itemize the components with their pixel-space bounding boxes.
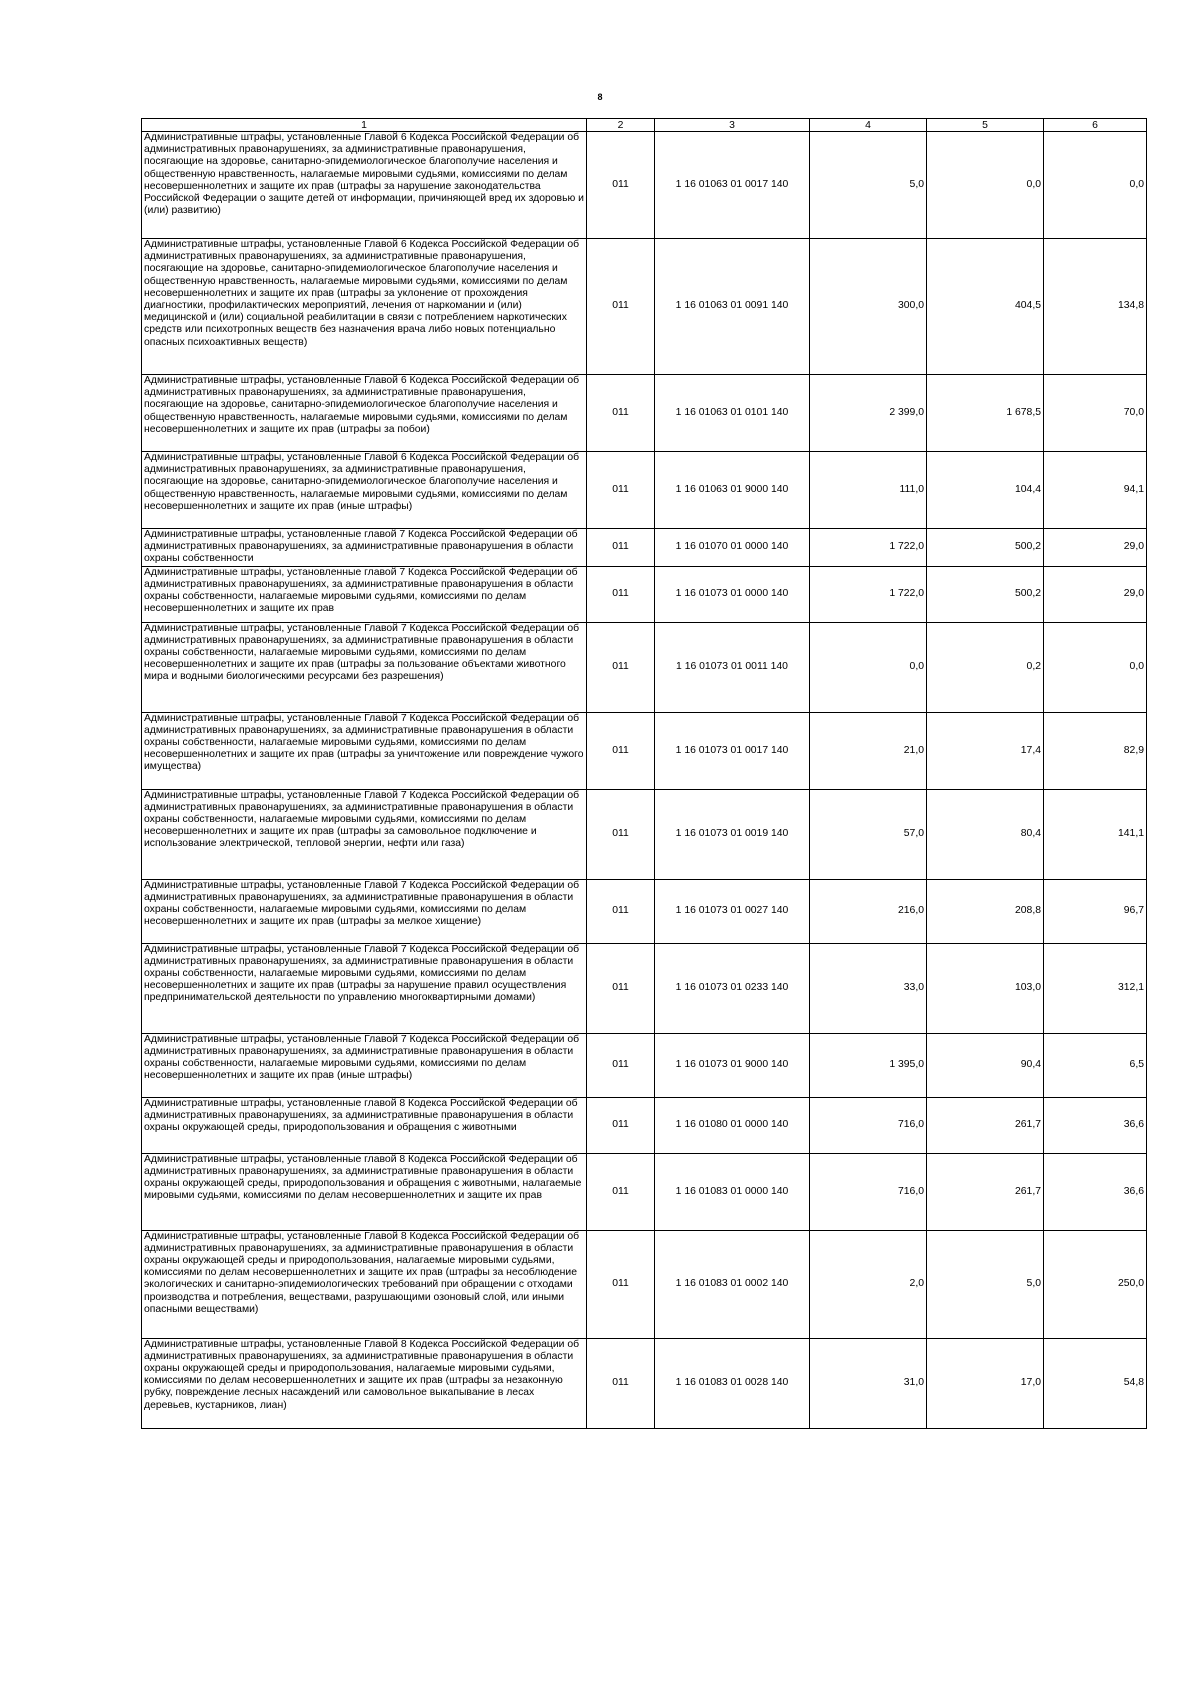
row-value-col6: 134,8 [1044, 239, 1147, 375]
row-value-col4: 716,0 [810, 1097, 927, 1153]
row-value-col4: 5,0 [810, 132, 927, 239]
row-value-col4: 2 399,0 [810, 375, 927, 452]
header-row [142, 119, 1147, 132]
row-admin-code: 011 [587, 1153, 655, 1230]
row-admin-code: 011 [587, 566, 655, 622]
row-value-col5: 80,4 [927, 789, 1044, 879]
table-row [142, 375, 1147, 452]
row-description: Административные штрафы, установленные Главой 6 Кодекса Российской Федерации об административных правонарушениях, за административные правонарушения, посягающие на здоровье, санитарно-эпидемиологическое благополучие населения и общественную нравственность, налагаемые мировыми судьями, комиссиями по делам несовершеннолетних и защите их прав (штрафы за нарушение законодательства Российской Федерации о защите детей от информации, причиняющей вред их здоровью и (или) развитию) [142, 132, 587, 239]
row-value-col4: 1 395,0 [810, 1033, 927, 1097]
table-row [142, 529, 1147, 567]
table-row [142, 1230, 1147, 1338]
row-value-col5: 103,0 [927, 943, 1044, 1033]
row-description: Административные штрафы, установленные Главой 7 Кодекса Российской Федерации об административных правонарушениях, за административные правонарушения в области охраны собственности, налагаемые мировыми судьями, комиссиями по делам несовершеннолетних и защите их прав (штрафы за пользование объектами животного мира и водными биологическими ресурсами без разрешения) [142, 622, 587, 712]
row-description: Административные штрафы, установленные Главой 8 Кодекса Российской Федерации об административных правонарушениях, за административные правонарушения в области охраны окружающей среды и природопользования, налагаемые мировыми судьями, комиссиями по делам несовершеннолетних и защите их прав (штрафы за незаконную рубку, повреждение лесных насаждений или самовольное выкапывание в лесах деревьев, кустарников, лиан) [142, 1338, 587, 1428]
row-description: Административные штрафы, установленные Главой 6 Кодекса Российской Федерации об административных правонарушениях, за административные правонарушения, посягающие на здоровье, санитарно-эпидемиологическое благополучие населения и общественную нравственность, налагаемые мировыми судьями, комиссиями по делам несовершеннолетних и защите их прав (штрафы за уклонение от прохождения диагностики, профилактических мероприятий, лечения от наркомании и (или) медицинской и (или) социальной реабилитации в связи с потреблением наркотических средств или психотропных веществ без назначения врача либо новых потенциально опасных психоактивных веществ) [142, 239, 587, 375]
row-value-col6: 36,6 [1044, 1153, 1147, 1230]
row-budget-code: 1 16 01063 01 0017 140 [655, 132, 810, 239]
row-value-col5: 0,0 [927, 132, 1044, 239]
row-value-col5: 404,5 [927, 239, 1044, 375]
row-value-col4: 33,0 [810, 943, 927, 1033]
row-value-col5: 17,4 [927, 712, 1044, 789]
row-budget-code: 1 16 01073 01 0017 140 [655, 712, 810, 789]
row-admin-code: 011 [587, 452, 655, 529]
table-row [142, 789, 1147, 879]
row-budget-code: 1 16 01063 01 0091 140 [655, 239, 810, 375]
table-row [142, 622, 1147, 712]
row-value-col5: 208,8 [927, 879, 1044, 943]
row-value-col5: 500,2 [927, 566, 1044, 622]
row-value-col6: 29,0 [1044, 566, 1147, 622]
row-budget-code: 1 16 01073 01 9000 140 [655, 1033, 810, 1097]
row-description: Административные штрафы, установленные Главой 7 Кодекса Российской Федерации об административных правонарушениях, за административные правонарушения в области охраны собственности, налагаемые мировыми судьями, комиссиями по делам несовершеннолетних и защите их прав (иные штрафы) [142, 1033, 587, 1097]
row-description: Административные штрафы, установленные Главой 7 Кодекса Российской Федерации об административных правонарушениях, за административные правонарушения в области охраны собственности, налагаемые мировыми судьями, комиссиями по делам несовершеннолетних и защите их прав (штрафы за уничтожение или повреждение чужого имущества) [142, 712, 587, 789]
row-description: Административные штрафы, установленные Главой 6 Кодекса Российской Федерации об административных правонарушениях, за административные правонарушения, посягающие на здоровье, санитарно-эпидемиологическое благополучие населения и общественную нравственность, налагаемые мировыми судьями, комиссиями по делам несовершеннолетних и защите их прав (штрафы за побои) [142, 375, 587, 452]
row-description: Административные штрафы, установленные главой 8 Кодекса Российской Федерации об административных правонарушениях, за административные правонарушения в области охраны окружающей среды, природопользования и обращения с животными [142, 1097, 587, 1153]
table-row [142, 943, 1147, 1033]
row-budget-code: 1 16 01073 01 0000 140 [655, 566, 810, 622]
column-header-3: 3 [655, 119, 810, 132]
row-value-col5: 5,0 [927, 1230, 1044, 1338]
page-number: 8 [597, 92, 603, 102]
row-description: Административные штрафы, установленные Главой 8 Кодекса Российской Федерации об административных правонарушениях, за административные правонарушения в области охраны окружающей среды и природопользования, налагаемые мировыми судьями, комиссиями по делам несовершеннолетних и защите их прав (штрафы за несоблюдение экологических и санитарно-эпидемиологических требований при обращении с отходами производства и потребления, веществами, разрушающими озоновый слой, или иными опасными веществами) [142, 1230, 587, 1338]
column-header-5: 5 [927, 119, 1044, 132]
row-value-col4: 1 722,0 [810, 529, 927, 567]
row-description: Административные штрафы, установленные Главой 6 Кодекса Российской Федерации об административных правонарушениях, за административные правонарушения, посягающие на здоровье, санитарно-эпидемиологическое благополучие населения и общественную нравственность, налагаемые мировыми судьями, комиссиями по делам несовершеннолетних и защите их прав (иные штрафы) [142, 452, 587, 529]
row-admin-code: 011 [587, 132, 655, 239]
row-admin-code: 011 [587, 1230, 655, 1338]
table-row [142, 1097, 1147, 1153]
row-value-col4: 111,0 [810, 452, 927, 529]
row-value-col6: 6,5 [1044, 1033, 1147, 1097]
row-value-col5: 1 678,5 [927, 375, 1044, 452]
row-admin-code: 011 [587, 1097, 655, 1153]
row-admin-code: 011 [587, 1033, 655, 1097]
row-value-col6: 94,1 [1044, 452, 1147, 529]
row-value-col6: 141,1 [1044, 789, 1147, 879]
row-value-col4: 300,0 [810, 239, 927, 375]
row-value-col5: 90,4 [927, 1033, 1044, 1097]
row-admin-code: 011 [587, 1338, 655, 1428]
row-budget-code: 1 16 01070 01 0000 140 [655, 529, 810, 567]
row-value-col4: 0,0 [810, 622, 927, 712]
row-admin-code: 011 [587, 239, 655, 375]
table-row [142, 1033, 1147, 1097]
column-header-4: 4 [810, 119, 927, 132]
row-value-col6: 82,9 [1044, 712, 1147, 789]
row-value-col6: 0,0 [1044, 132, 1147, 239]
row-budget-code: 1 16 01063 01 0101 140 [655, 375, 810, 452]
row-admin-code: 011 [587, 789, 655, 879]
row-description: Административные штрафы, установленные Главой 7 Кодекса Российской Федерации об административных правонарушениях, за административные правонарушения в области охраны собственности, налагаемые мировыми судьями, комиссиями по делам несовершеннолетних и защите их прав (штрафы за мелкое хищение) [142, 879, 587, 943]
row-value-col5: 104,4 [927, 452, 1044, 529]
column-header-6: 6 [1044, 119, 1147, 132]
row-budget-code: 1 16 01080 01 0000 140 [655, 1097, 810, 1153]
row-budget-code: 1 16 01073 01 0011 140 [655, 622, 810, 712]
row-budget-code: 1 16 01083 01 0002 140 [655, 1230, 810, 1338]
table-row [142, 132, 1147, 239]
row-description: Административные штрафы, установленные главой 7 Кодекса Российской Федерации об административных правонарушениях, за административные правонарушения в области охраны собственности [142, 529, 587, 567]
table-row [142, 239, 1147, 375]
row-budget-code: 1 16 01073 01 0027 140 [655, 879, 810, 943]
column-header-2: 2 [587, 119, 655, 132]
row-value-col5: 261,7 [927, 1097, 1044, 1153]
row-budget-code: 1 16 01083 01 0000 140 [655, 1153, 810, 1230]
table-row [142, 879, 1147, 943]
row-budget-code: 1 16 01073 01 0233 140 [655, 943, 810, 1033]
row-value-col4: 2,0 [810, 1230, 927, 1338]
row-value-col4: 1 722,0 [810, 566, 927, 622]
row-value-col4: 716,0 [810, 1153, 927, 1230]
row-value-col4: 57,0 [810, 789, 927, 879]
row-value-col6: 312,1 [1044, 943, 1147, 1033]
row-value-col4: 21,0 [810, 712, 927, 789]
revenue-table [141, 118, 1147, 1429]
row-admin-code: 011 [587, 529, 655, 567]
row-value-col4: 216,0 [810, 879, 927, 943]
row-admin-code: 011 [587, 712, 655, 789]
row-value-col6: 54,8 [1044, 1338, 1147, 1428]
table-body [142, 132, 1147, 1429]
row-value-col6: 0,0 [1044, 622, 1147, 712]
row-admin-code: 011 [587, 879, 655, 943]
table-row [142, 1338, 1147, 1428]
row-budget-code: 1 16 01063 01 9000 140 [655, 452, 810, 529]
row-value-col6: 70,0 [1044, 375, 1147, 452]
row-description: Административные штрафы, установленные главой 8 Кодекса Российской Федерации об административных правонарушениях, за административные правонарушения в области охраны окружающей среды, природопользования и обращения с животными, налагаемые мировыми судьями, комиссиями по делам несовершеннолетних и защите их прав [142, 1153, 587, 1230]
row-value-col6: 96,7 [1044, 879, 1147, 943]
row-budget-code: 1 16 01073 01 0019 140 [655, 789, 810, 879]
row-admin-code: 011 [587, 375, 655, 452]
row-admin-code: 011 [587, 943, 655, 1033]
table-row [142, 566, 1147, 622]
row-value-col6: 250,0 [1044, 1230, 1147, 1338]
row-value-col6: 29,0 [1044, 529, 1147, 567]
table-row [142, 452, 1147, 529]
row-description: Административные штрафы, установленные главой 7 Кодекса Российской Федерации об административных правонарушениях, за административные правонарушения в области охраны собственности, налагаемые мировыми судьями, комиссиями по делам несовершеннолетних и защите их прав [142, 566, 587, 622]
row-value-col4: 31,0 [810, 1338, 927, 1428]
row-admin-code: 011 [587, 622, 655, 712]
row-value-col5: 0,2 [927, 622, 1044, 712]
row-value-col5: 17,0 [927, 1338, 1044, 1428]
table-row [142, 712, 1147, 789]
row-value-col5: 261,7 [927, 1153, 1044, 1230]
row-description: Административные штрафы, установленные Главой 7 Кодекса Российской Федерации об административных правонарушениях, за административные правонарушения в области охраны собственности, налагаемые мировыми судьями, комиссиями по делам несовершеннолетних и защите их прав (штрафы за нарушение правил осуществления предпринимательской деятельности по управлению многоквартирными домами) [142, 943, 587, 1033]
row-value-col5: 500,2 [927, 529, 1044, 567]
table-row [142, 1153, 1147, 1230]
column-header-1: 1 [142, 119, 587, 132]
row-value-col6: 36,6 [1044, 1097, 1147, 1153]
row-budget-code: 1 16 01083 01 0028 140 [655, 1338, 810, 1428]
row-description: Административные штрафы, установленные Главой 7 Кодекса Российской Федерации об административных правонарушениях, за административные правонарушения в области охраны собственности, налагаемые мировыми судьями, комиссиями по делам несовершеннолетних и защите их прав (штрафы за самовольное подключение и использование электрической, тепловой энергии, нефти или газа) [142, 789, 587, 879]
